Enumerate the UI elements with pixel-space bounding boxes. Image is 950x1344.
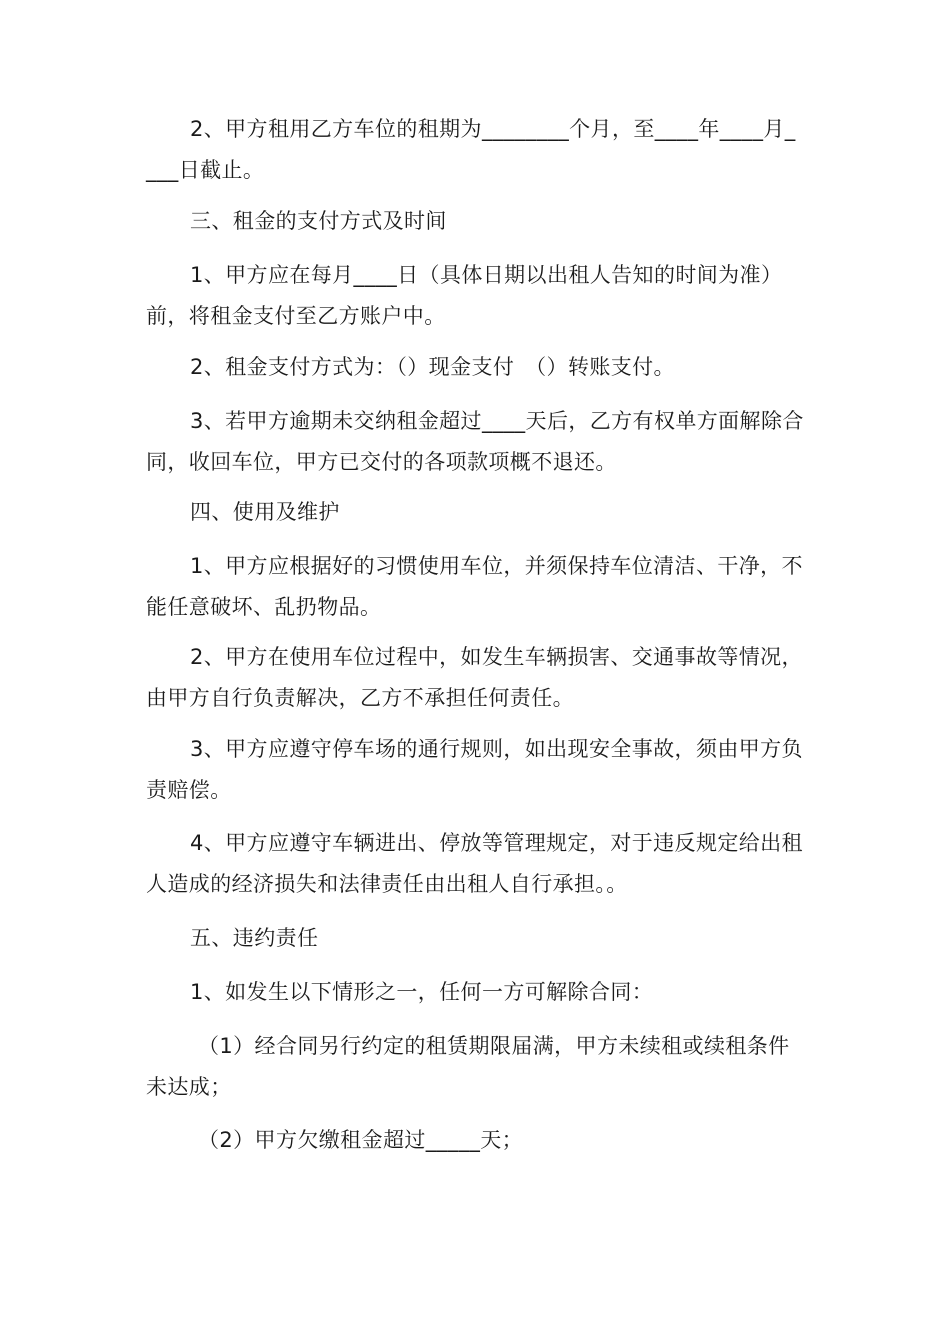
clause-accident-liability: 2、甲方在使用车位过程中，如发生车辆损害、交通事故等情况，由甲方自行负责解决，乙方不承担任何责任。 (146, 645, 803, 710)
clause-payment-method: 2、租金支付方式为：（）现金支付 （）转账支付。 (190, 355, 675, 379)
clause-payment-date: 1、甲方应在每月____日（具体日期以出租人告知的时间为准）前，将租金支付至乙方账户中。 (146, 263, 783, 328)
clause-item-2: （2）甲方欠缴租金超过_____天； (198, 1128, 524, 1152)
clause-traffic-rules: 3、甲方应遵守停车场的通行规则，如出现安全事故，须由甲方负责赔偿。 (146, 737, 803, 802)
clause-overdue-rent: 3、若甲方逾期未交纳租金超过____天后，乙方有权单方面解除合同，收回车位，甲方已交付的各项款项概不退还。 (146, 409, 804, 474)
section-heading-breach: 五、违约责任 (190, 926, 319, 950)
section-heading-payment: 三、租金的支付方式及时间 (190, 209, 447, 233)
clause-lease-term: 2、甲方租用乙方车位的租期为________个月，至____年____月____日截止。 (146, 117, 796, 182)
clause-item-1: （1）经合同另行约定的租赁期限届满，甲方未续租或续租条件未达成； (146, 1034, 790, 1099)
clause-use-habits: 1、甲方应根据好的习惯使用车位，并须保持车位清洁、干净，不能任意破坏、乱扔物品。 (146, 554, 803, 619)
section-heading-use-maintenance: 四、使用及维护 (190, 500, 340, 524)
clause-management-rules: 4、甲方应遵守车辆进出、停放等管理规定，对于违反规定给出租人造成的经济损失和法律责任由出租人自行承担。。 (146, 831, 803, 896)
clause-termination-conditions: 1、如发生以下情形之一，任何一方可解除合同： (190, 980, 654, 1004)
